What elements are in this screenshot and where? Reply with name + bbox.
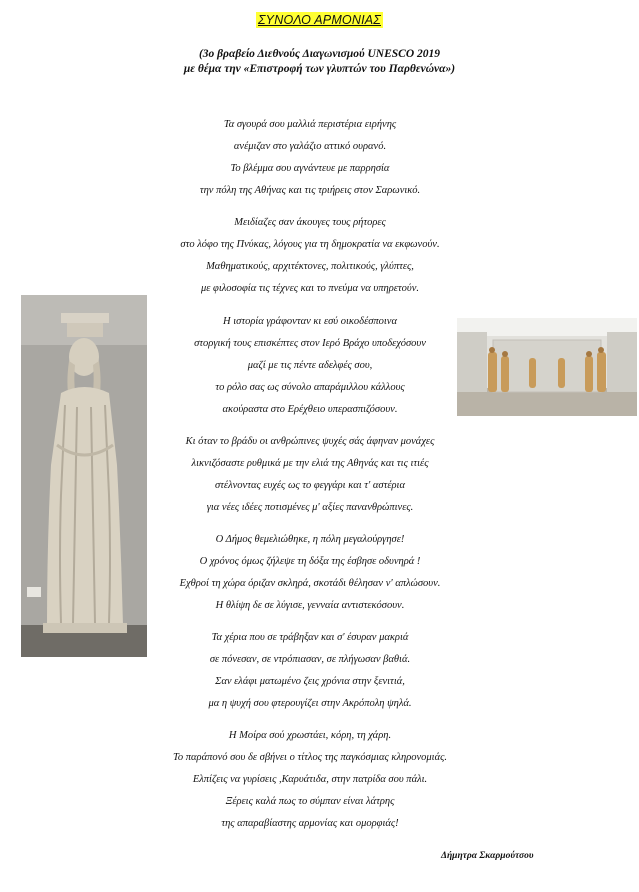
poem-line: Η Μοίρα σού χρωστάει, κόρη, τη χάρη.: [228, 730, 392, 741]
poem-body: [130, 114, 490, 845]
poem-line: Το βλέμμα σου αγνάντευε με παρρησία: [230, 163, 390, 174]
poem-line: λικνιζόσαστε ρυθμικά με την ελιά της Αθηνάς και τις ιτιές: [191, 458, 429, 469]
poem-line: Τα χέρια που σε τράβηξαν και σ' έσυραν μακριά: [211, 632, 409, 643]
caryatid-statue-image: [21, 295, 147, 657]
poem-line: Η ιστορία γράφονταν κι εσύ οικοδέσποινα: [223, 316, 397, 327]
poem-line: Κι όταν το βράδυ οι ανθρώπινες ψυχές σάς άφηναν μονάχες: [185, 436, 435, 447]
poem-line: Τα σγουρά σου μαλλιά περιστέρια ειρήνης: [223, 119, 397, 130]
caryatid-statue-photo: [21, 295, 147, 657]
poem-line: Το παράπονό σου δε σβήνει ο τίτλος της παγκόσμιας κληρονομιάς.: [173, 752, 447, 763]
poem-title-text: ΣΥΝΟΛΟ ΑΡΜΟΝΙΑΣ: [257, 13, 381, 27]
poem-line: ανέμιζαν στο γαλάζιο αττικό ουρανό.: [233, 141, 387, 152]
subtitle-line-2: με θέμα την «Επιστροφή των γλυπτών του Παρθενώνα»): [183, 63, 456, 75]
poem-line: Ο Δήμος θεμελιώθηκε, η πόλη μεγαλούργησε!: [215, 534, 405, 545]
stanza-5: [130, 529, 490, 617]
poem-line: ακούραστα στο Ερέχθειο υπερασπιζόσουν.: [222, 404, 398, 415]
poem-line: της απαραβίαστης αρμονίας και ομορφιάς!: [221, 818, 399, 829]
poem-line: Μειδίαζες σαν άκουγες τους ρήτορες: [234, 217, 386, 228]
poem-line: Ξέρεις καλά πως το σύμπαν είναι λάτρης: [225, 796, 395, 807]
poem-line: στο λόφο της Πνύκας, λόγους για τη δημοκρατία να εκφωνούν.: [180, 239, 440, 250]
poem-line: για νέες ιδέες ποτισμένες μ' αξίες πανανθρώπινες.: [206, 502, 414, 513]
poem-line: Μαθηματικούς, αρχιτέκτονες, πολιτικούς, γλύπτες,: [206, 261, 414, 272]
poem-line: στοργική τους επισκέπτες στον Ιερό Βράχο υποδεχόσουν: [194, 338, 426, 349]
stanza-1: [130, 114, 490, 202]
poem-line: σε πόνεσαν, σε ντρόπιασαν, σε πλήγωσαν βαθιά.: [209, 654, 411, 665]
stanza-4: [130, 431, 490, 519]
subtitle-line-1: (3ο βραβείο Διεθνούς Διαγωνισμού UNESCO 2019: [198, 48, 441, 60]
poem-line: Ελπίζεις να γυρίσεις ,Καρυάτιδα, στην πατρίδα σου πάλι.: [192, 774, 428, 785]
poem-line: μαζί με τις πέντε αδελφές σου,: [247, 360, 373, 371]
poem-line: μα η ψυχή σου φτερουγίζει στην Ακρόπολη ψηλά.: [208, 698, 412, 709]
poem-line: με φιλοσοφία τις τέχνες και το πνεύμα να υπηρετούν.: [201, 283, 419, 294]
poem-line: στέλνοντας ευχές ως το φεγγάρι και τ' αστέρια: [215, 480, 405, 491]
poem-line: την πόλη της Αθήνας και τις τριήρεις στον Σαρωνικό.: [199, 185, 421, 196]
author-signature: Δήμητρα Σκαρμούτσου: [441, 851, 534, 861]
poem-line: Ο χρόνος όμως ζήλεψε τη δόξα της έσβησε οδυνηρά !: [199, 556, 421, 567]
stanza-6: [130, 627, 490, 715]
stanza-3: [130, 311, 490, 421]
poem-line: το ρόλο σας ως σύνολο απαράμιλλου κάλλους: [215, 382, 405, 393]
stanza-7: [130, 725, 490, 835]
poem-line: Η θλίψη δε σε λύγισε, γενναία αντιστεκόσουν.: [215, 600, 405, 611]
poem-line: Σαν ελάφι ματωμένο ζεις χρόνια στην ξενιτιά,: [215, 676, 405, 687]
poem-subtitle: [0, 47, 639, 77]
stanza-2: [130, 212, 490, 300]
poem-title: [0, 11, 639, 29]
poem-line: Εχθροί τη χώρα όριζαν σκληρά, σκοτάδι θέλησαν ν' απλώσουν.: [179, 578, 441, 589]
